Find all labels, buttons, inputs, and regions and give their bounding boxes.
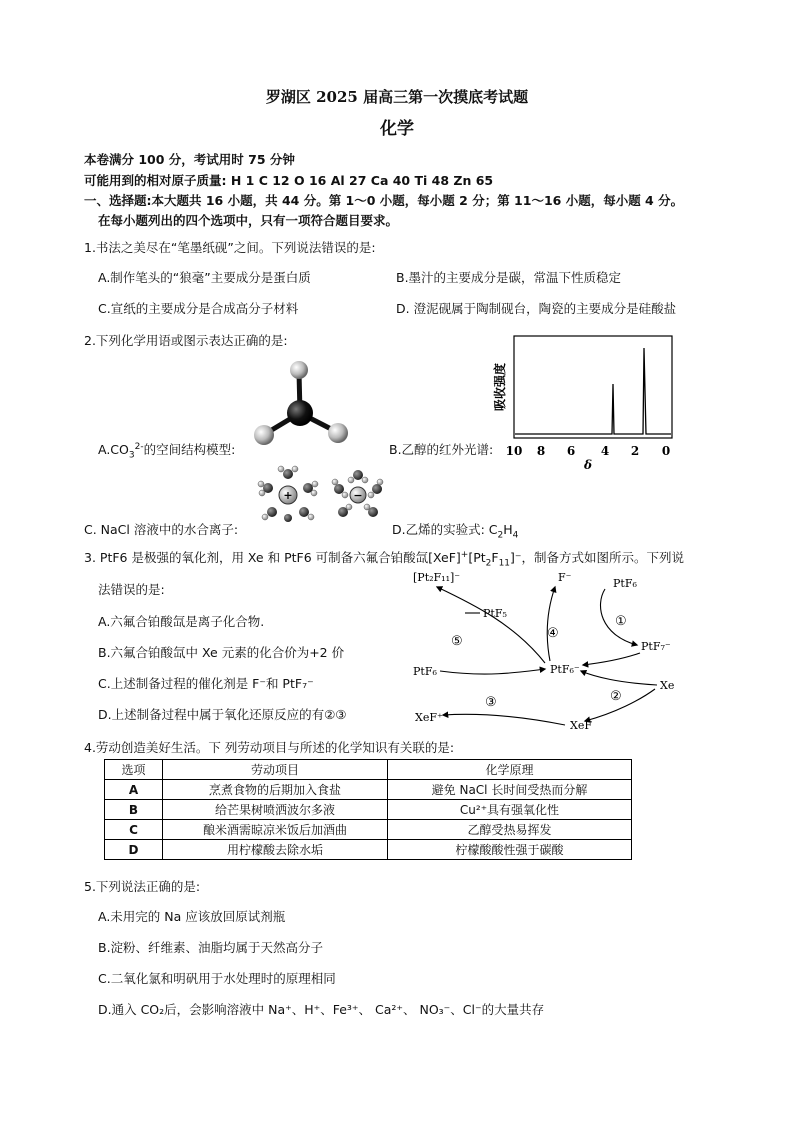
- q2-option-d-sub1: 2: [497, 530, 504, 541]
- table-cell: 柠檬酸酸性强于碳酸: [388, 840, 632, 860]
- q4-stem: 4.劳动创造美好生活。下 列劳动项目与所述的化学知识有关联的是:: [84, 740, 455, 755]
- table-cell: C: [105, 820, 163, 840]
- q2-option-a: [98, 440, 235, 461]
- label-ptf6-left: PtF₆: [413, 665, 437, 678]
- arrow-step3: [443, 714, 565, 725]
- q2-option-b: B.乙醇的红外光谱:: [389, 442, 494, 457]
- label-ptf5: PtF₅: [483, 607, 507, 620]
- q5-stem: 5.下列说法正确的是:: [84, 879, 201, 894]
- q1-option-c: C.宣纸的主要成分是合成高分子材料: [98, 301, 299, 316]
- arrow-step5: [437, 587, 545, 663]
- co3-model: [254, 361, 348, 445]
- q5-option-c: C.二氧化氯和明矾用于水处理时的原理相同: [98, 971, 336, 986]
- q3-stem-sub1: 2: [485, 558, 492, 569]
- step-number-3: ③: [485, 695, 497, 710]
- q4-table: [104, 759, 632, 860]
- anion-sign: −: [353, 489, 363, 502]
- co3-model-figure: [245, 356, 360, 451]
- table-cell: 用柠檬酸去除水垢: [163, 840, 388, 860]
- table-row: [105, 800, 632, 820]
- table-cell: 烹煮食物的后期加入食盐: [163, 780, 388, 800]
- hydrated-ions-figure: [250, 462, 390, 526]
- q2-option-d: [392, 520, 518, 541]
- label-ptf6-minus: PtF₆⁻: [550, 663, 580, 676]
- label-ptf7-minus: PtF₇⁻: [641, 640, 671, 653]
- carbon-atom: [287, 400, 313, 426]
- ir-spectrum-chart: [490, 332, 686, 472]
- q5-option-d: D.通入 CO₂后，会影响溶液中 Na⁺、H⁺、Fe³⁺、 Ca²⁺、 NO₃⁻、Cl⁻的大量共存: [98, 1002, 545, 1017]
- subject-title: 化学: [380, 119, 414, 139]
- section1-instructions-2: 在每小题列出的四个选项中，只有一项符合题目要求。: [98, 213, 399, 228]
- q3-stem-sup: +: [460, 549, 469, 560]
- q3-option-d: D.上述制备过程中属于氧化还原反应的有②③: [98, 707, 347, 722]
- exam-info-score: 本卷满分 100 分，考试用时 75 分钟: [84, 152, 295, 167]
- arrow-ptf7-to-ptf6minus: [583, 653, 640, 665]
- table-cell: D: [105, 840, 163, 860]
- table-header-option: 选项: [105, 760, 163, 780]
- table-header-row: [105, 760, 632, 780]
- hydrated-cation: [258, 466, 318, 522]
- q3-stem-sub2: 11: [498, 558, 511, 569]
- label-xe: Xe: [660, 679, 675, 692]
- label-f-minus: F⁻: [558, 571, 572, 584]
- q2-option-c: C. NaCl 溶液中的水合离子:: [84, 522, 239, 537]
- table-cell: 给芒果树喷洒波尔多液: [163, 800, 388, 820]
- label-xef: XeF: [570, 719, 592, 732]
- table-cell: 酿米酒需晾凉米饭后加酒曲: [163, 820, 388, 840]
- q3-stem-2: 法错误的是:: [98, 582, 165, 597]
- q1-option-b: B.墨汁的主要成分是碳，常温下性质稳定: [396, 270, 622, 285]
- q2-option-a-sub: 3: [128, 450, 135, 461]
- label-pt2f11: [Pt₂F₁₁]⁻: [413, 571, 461, 584]
- arrow-step4: [547, 587, 555, 661]
- cation-sign: +: [283, 489, 293, 502]
- hydrated-anion: [332, 470, 383, 517]
- q2-option-d-text: D.乙烯的实验式: C: [392, 522, 498, 537]
- exam-info-atomic-mass: 可能用到的相对原子质量: H 1 C 12 O 16 Al 27 Ca 40 Ti 48 Zn 65: [84, 173, 494, 188]
- q1-option-d: D. 澄泥砚属于陶制砚台，陶瓷的主要成分是硅酸盐: [396, 301, 677, 316]
- table-row: [105, 840, 632, 860]
- q3-stem-text-2: [Pt: [468, 550, 486, 565]
- tick-label-0: 0: [661, 444, 671, 458]
- oxygen-atom-top: [290, 361, 308, 379]
- arrow-ptf6-to-ptf6minus: [440, 669, 545, 674]
- spectrum-ylabel: 吸收强度: [493, 362, 507, 412]
- q2-option-d-sub2: 4: [512, 530, 519, 541]
- step-number-5: ⑤: [451, 634, 463, 649]
- table-cell: 避免 NaCl 长时间受热而分解: [388, 780, 632, 800]
- q1-stem: 1.书法之美尽在“笔墨纸砚”之间。下列说法错误的是:: [84, 240, 376, 255]
- section1-instructions: 一、选择题:本大题共 16 小题，共 44 分。第 1～0 小题，每小题 2 分；第 11～16 小题，每小题 4 分。: [84, 193, 684, 208]
- reaction-cycle-diagram: [405, 565, 695, 735]
- q2-option-a-text-2: 的空间结构模型:: [143, 442, 236, 457]
- step-number-4: ④: [547, 626, 559, 641]
- q3-stem-text-3: F: [491, 550, 499, 565]
- q2-option-a-text: A.CO: [98, 442, 129, 457]
- table-cell: 乙醇受热易挥发: [388, 820, 632, 840]
- q3-option-a: A.六氟合铂酸氙是离子化合物.: [98, 614, 265, 629]
- table-cell: B: [105, 800, 163, 820]
- q5-option-a: A.未用完的 Na 应该放回原试剂瓶: [98, 909, 286, 924]
- tick-label-4: 4: [600, 444, 610, 458]
- table-cell: A: [105, 780, 163, 800]
- q3-option-c: C.上述制备过程的催化剂是 F⁻和 PtF₇⁻: [98, 676, 314, 691]
- table-row: [105, 780, 632, 800]
- spectrum-trace: [515, 348, 671, 434]
- tick-label-6: 6: [566, 444, 576, 458]
- oxygen-atom-right: [328, 423, 348, 443]
- q2-option-a-sup: 2-: [134, 441, 144, 452]
- q3-option-b: B.六氟合铂酸氙中 Xe 元素的化合价为+2 价: [98, 645, 345, 660]
- arrow-xe-to-ptf6minus: [581, 671, 657, 685]
- label-ptf6-top: PtF₆: [613, 577, 637, 590]
- q1-option-a: A.制作笔头的“狼毫”主要成分是蛋白质: [98, 270, 311, 285]
- label-xef-plus: XeF⁺: [415, 711, 443, 724]
- step-number-2: ②: [610, 689, 622, 704]
- spectrum-frame: [514, 336, 672, 438]
- table-cell: Cu²⁺具有强氧化性: [388, 800, 632, 820]
- q3-stem-text: 3. PtF6 是极强的氧化剂，用 Xe 和 PtF6 可制备六氟合铂酸氙[XeF]: [84, 550, 461, 565]
- tick-label-10: 10: [505, 444, 523, 458]
- oxygen-atom-left: [254, 425, 274, 445]
- exam-title: 罗湖区 2025 届高三第一次摸底考试题: [265, 88, 529, 106]
- step-number-1: ①: [615, 614, 627, 629]
- tick-label-8: 8: [536, 444, 546, 458]
- q2-option-d-h: H: [503, 522, 513, 537]
- table-row: [105, 820, 632, 840]
- table-header-labor: 劳动项目: [163, 760, 388, 780]
- q5-option-b: B.淀粉、纤维素、油脂均属于天然高分子: [98, 940, 324, 955]
- spectrum-xlabel: δ: [583, 458, 593, 472]
- q2-stem: 2.下列化学用语或图示表达正确的是:: [84, 333, 288, 348]
- q3-stem-text-4: ]⁻，制备方式如图所示。下列说: [510, 550, 685, 565]
- tick-label-2: 2: [630, 444, 640, 458]
- table-header-principle: 化学原理: [388, 760, 632, 780]
